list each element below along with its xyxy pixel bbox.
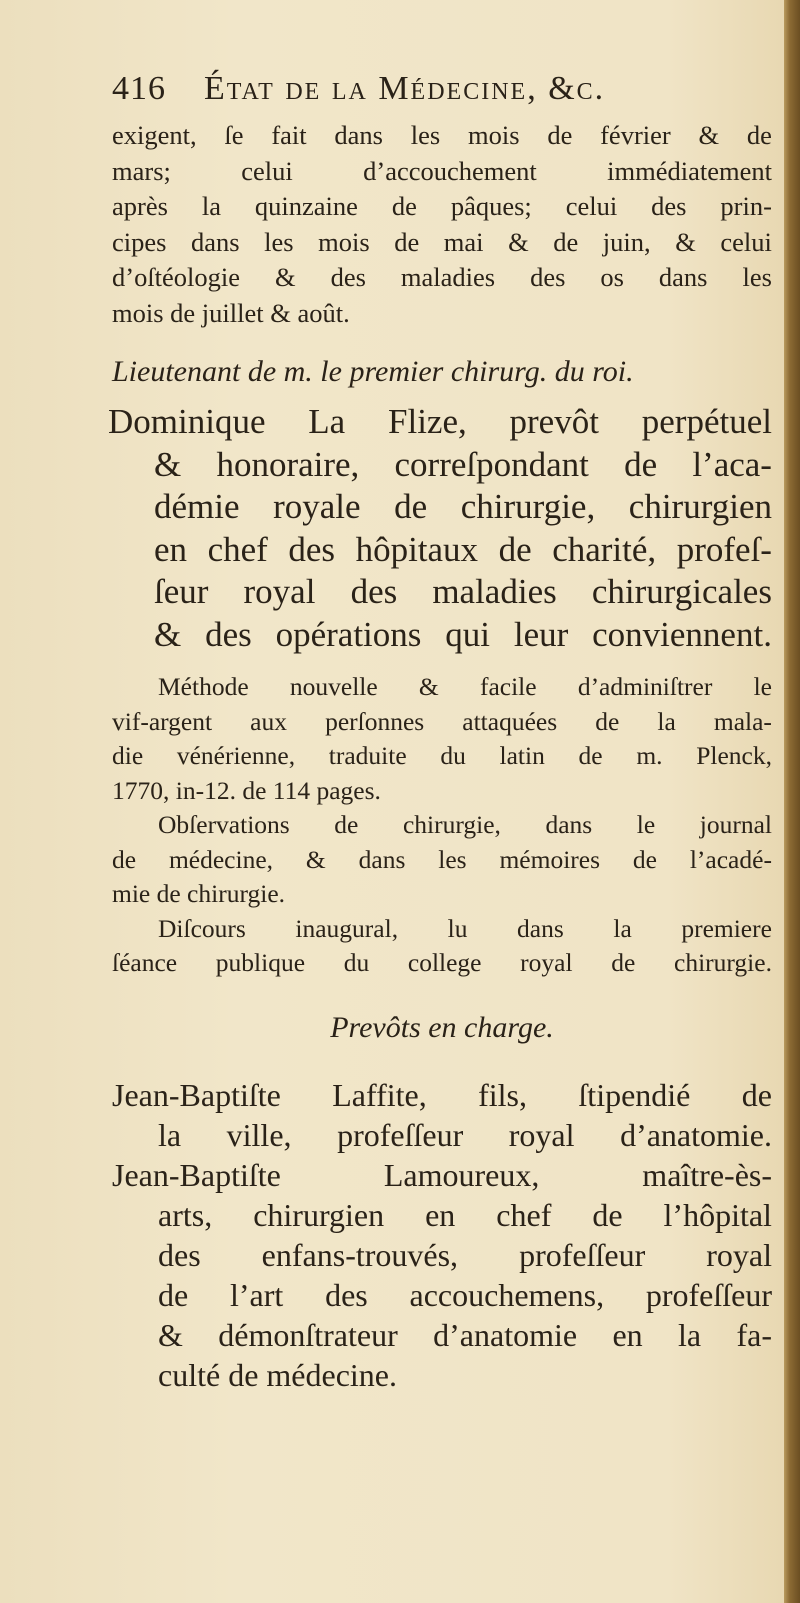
- prevot-line: & démonſtrateur d’anatomie en la fa-: [158, 1316, 772, 1353]
- entry-line: & des opérations qui leur conviennent.: [154, 614, 772, 654]
- entry-line: ſeur royal des maladies chirurgicales: [154, 572, 772, 611]
- page-number: 416: [112, 70, 166, 107]
- work-line: ſéance publique du college royal de chirurgie.: [112, 948, 772, 977]
- entry-line: Dominique La Flize, prevôt perpétuel: [108, 402, 772, 441]
- prevot-line: la ville, profeſſeur royal d’anatomie.: [158, 1116, 772, 1153]
- work-line: vif-argent aux perſonnes attaquées de la mala-: [112, 706, 772, 736]
- page-edge: [784, 0, 800, 1603]
- work-line: de médecine, & dans les mémoires de l’acadé-: [112, 844, 772, 874]
- prevot-line: Jean-Baptiſte Laffite, fils, ſtipendié de: [112, 1076, 772, 1113]
- running-title: État de la Médecine, &c.: [204, 70, 606, 107]
- prevot-line: de l’art des accouchemens, profeſſeur: [158, 1276, 772, 1313]
- intro-line: mois de juillet & août.: [112, 297, 350, 328]
- prevots-entries: [112, 1075, 772, 1395]
- intro-line: mars; celui d’accouchement immédiatement: [112, 155, 772, 186]
- work-line: die vénérienne, traduite du latin de m. Plenck,: [112, 741, 772, 770]
- works-list: [112, 670, 772, 981]
- entry-line: en chef des hôpitaux de charité, profeſ-: [154, 529, 772, 569]
- prevot-line: Jean-Baptiſte Lamoureux, maître-ès-: [112, 1156, 772, 1193]
- prevot-line: des enfans-trouvés, profeſſeur royal: [158, 1236, 772, 1273]
- intro-line: cipes dans les mois de mai & de juin, & celui: [112, 226, 772, 257]
- work-line: mie de chirurgie.: [112, 879, 286, 908]
- intro-line: après la quinzaine de pâques; celui des prin-: [112, 191, 772, 221]
- work-line: Obſervations de chirurgie, dans le journal: [158, 810, 772, 839]
- intro-paragraph: [112, 118, 772, 331]
- work-line: Diſcours inaugural, lu dans la premiere: [158, 913, 772, 943]
- prevot-line: arts, chirurgien en chef de l’hôpital: [158, 1196, 772, 1233]
- prevot-line: culté de médecine.: [158, 1356, 397, 1393]
- lieutenant-entry: [108, 401, 772, 656]
- section-title-lieutenant: Lieutenant de m. le premier chirurg. du roi.: [112, 355, 634, 388]
- entry-line: & honoraire, correſpondant de l’aca-: [154, 444, 772, 484]
- running-header: [112, 70, 772, 118]
- work-line: Méthode nouvelle & facile d’adminiſtrer le: [158, 672, 772, 701]
- intro-line: d’oſtéologie & des maladies des os dans les: [112, 262, 772, 292]
- book-page: [108, 70, 772, 1395]
- intro-line: exigent, ſe fait dans les mois de février & de: [112, 120, 772, 150]
- section-title-prevots: Prevôts en charge.: [330, 1010, 554, 1044]
- work-line: 1770, in-12. de 114 pages.: [112, 775, 381, 805]
- entry-line: démie royale de chirurgie, chirurgien: [154, 487, 772, 526]
